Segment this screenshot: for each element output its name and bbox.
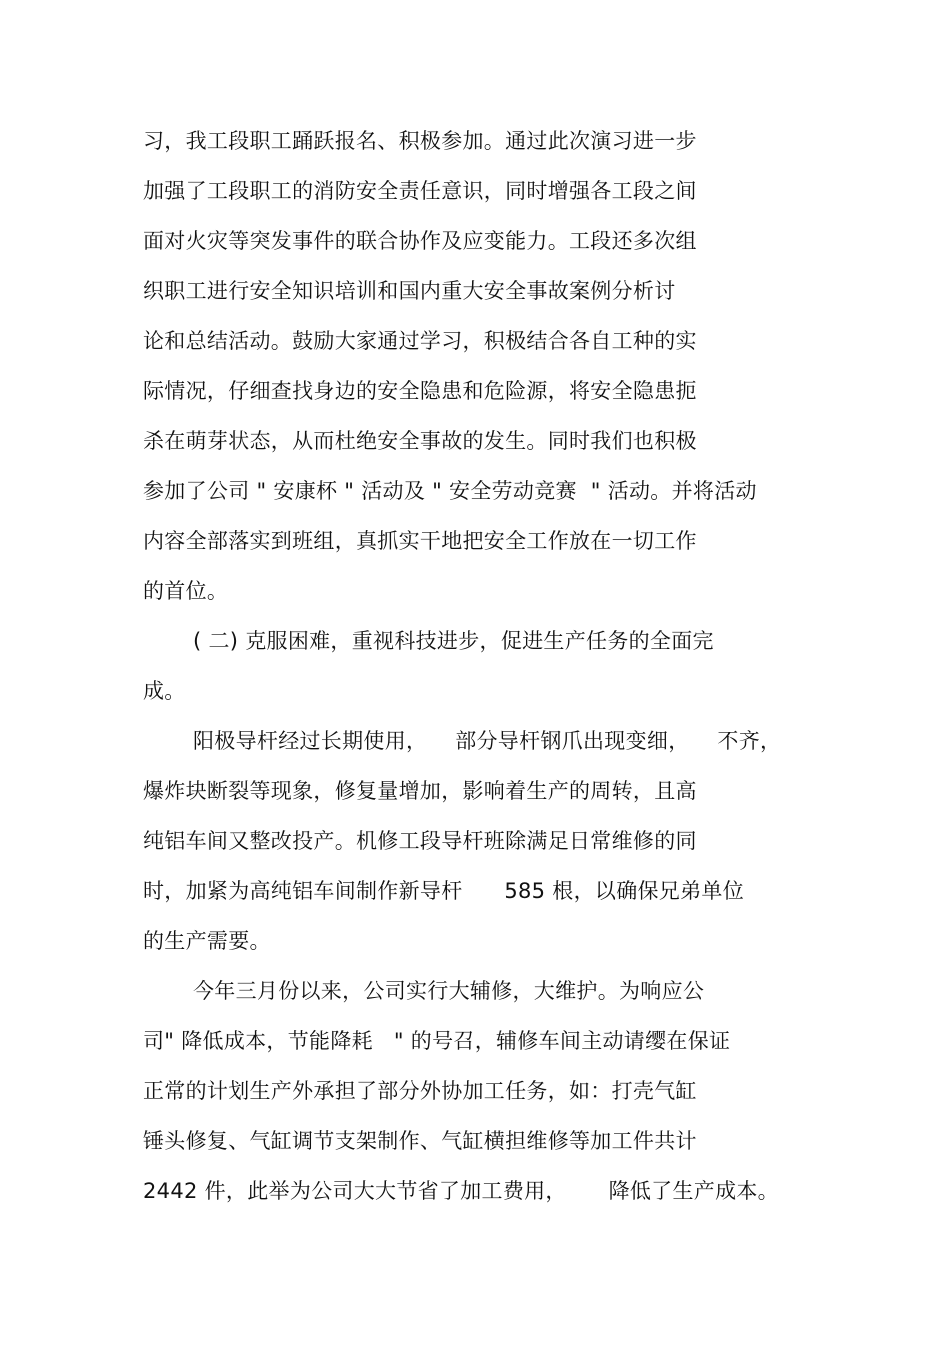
text-line: 锤头修复、气缸调节支架制作、气缸横担维修等加工件共计 <box>143 1129 697 1153</box>
text-line: 杀在萌芽状态，从而杜绝安全事故的发生。同时我们也积极 <box>143 429 697 453</box>
text-line: 加强了工段职工的消防安全责任意识，同时增强各工段之间 <box>143 179 697 203</box>
text-line: 参加了公司 " 安康杯 " 活动及 " 安全劳动竞赛 " 活动。并将活动 <box>143 479 757 503</box>
paragraph-first-line: 今年三月份以来，公司实行大辅修，大维护。为响应公 <box>193 979 705 1003</box>
text-line: 的生产需要。 <box>143 929 271 953</box>
text-line: 纯铝车间又整改投产。机修工段导杆班除满足日常维修的同 <box>143 829 697 853</box>
text-line: 习，我工段职工踊跃报名、积极参加。通过此次演习进一步 <box>143 129 697 153</box>
text-line: 2442 件，此举为公司大大节省了加工费用， 降低了生产成本。 <box>143 1179 779 1203</box>
section-heading: ( 二) 克服困难，重视科技进步，促进生产任务的全面完 <box>193 629 714 653</box>
text-line: 内容全部落实到班组，真抓实干地把安全工作放在一切工作 <box>143 529 697 553</box>
text-line: 的首位。 <box>143 579 229 603</box>
text-line: 成。 <box>143 679 186 703</box>
text-line: 司" 降低成本，节能降耗 " 的号召，辅修车间主动请缨在保证 <box>143 1029 731 1053</box>
text-line: 织职工进行安全知识培训和国内重大安全事故案例分析讨 <box>143 279 676 303</box>
text-line: 时，加紧为高纯铝车间制作新导杆 585 根，以确保兄弟单位 <box>143 879 745 903</box>
paragraph-first-line: 阳极导杆经过长期使用， 部分导杆钢爪出现变细， 不齐， <box>193 729 782 753</box>
text-line: 论和总结活动。鼓励大家通过学习，积极结合各自工种的实 <box>143 329 697 353</box>
text-line: 际情况，仔细查找身边的安全隐患和危险源，将安全隐患扼 <box>143 379 697 403</box>
text-line: 正常的计划生产外承担了部分外协加工任务，如：打壳气缸 <box>143 1079 697 1103</box>
text-line: 面对火灾等突发事件的联合协作及应变能力。工段还多次组 <box>143 229 697 253</box>
text-line: 爆炸块断裂等现象，修复量增加，影响着生产的周转，且高 <box>143 779 697 803</box>
